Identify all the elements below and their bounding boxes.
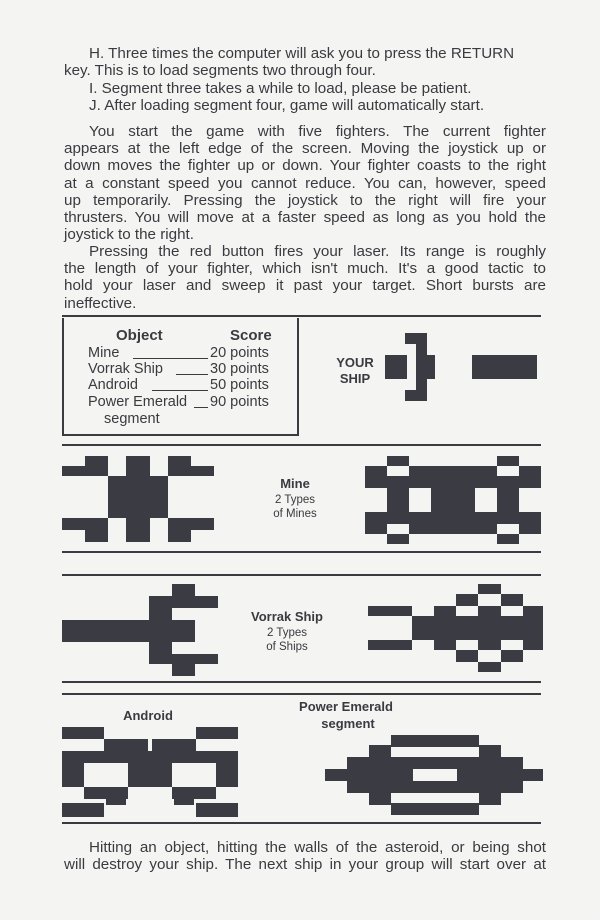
rule-vorrak-top [62, 574, 541, 576]
paragraph-laser: Pressing the red button fires your laser. Its range is roughly the length of your fighter, which isn't much. It's a good tactic to hold your laser and sweep it past your target. Short bursts are ineffective. [64, 243, 546, 312]
step-j: J. After loading segment four, game will automatically start. [89, 97, 485, 114]
rule-top [62, 315, 541, 317]
mine-label: Mine [280, 476, 310, 491]
mine-sprite-1 [62, 456, 214, 544]
row-emerald-object: Power Emerald [88, 394, 188, 410]
paragraph-destroy: Hitting an object, hitting the walls of the asteroid, or being shot will destroy your ship. The next ship in your group will start over at [64, 839, 546, 874]
emerald-label: Power Emerald segment [299, 699, 393, 731]
row-android-object: Android [88, 377, 138, 393]
row-mine-score: 20 points [210, 345, 269, 361]
rule-android-bottom [62, 822, 541, 824]
row-vorrak-score: 30 points [210, 361, 269, 377]
mine-sprite-2 [365, 456, 541, 544]
paragraph-fighters: You start the game with five fighters. The current fighter appears at the left edge of the screen. Moving the joystick up or down moves the fighter up or down. Your fighter coasts to the right at a constant speed you cannot reduce. You can, however, speed up temporarily. Pressing the joystick to the right will fire your thrusters. You will move at a faster speed as long as you hold the joystick to the right. [64, 123, 546, 244]
mine-sublabel: 2 Types of Mines [273, 494, 317, 520]
step-h-line1: H. Three times the computer will ask you to press the RETURN [89, 45, 515, 62]
rule-android-top [62, 693, 541, 695]
row-emerald-score: 90 points [210, 394, 269, 410]
android-label: Android [123, 708, 173, 723]
leader-line [176, 374, 208, 375]
leader-line [152, 390, 208, 391]
vorrak-sprite-2 [368, 584, 543, 672]
vorrak-sublabel: 2 Types of Ships [266, 627, 308, 653]
leader-line [133, 358, 208, 359]
header-object: Object [116, 327, 163, 344]
android-sprite [62, 727, 242, 817]
rule-vorrak-bottom [62, 681, 541, 683]
row-emerald-object-line2: segment [104, 411, 160, 427]
score-table [62, 318, 299, 436]
step-h [64, 45, 546, 79]
step-h-line2: key. This is to load segments two through four. [64, 62, 376, 80]
your-ship-label: YOUR SHIP [336, 355, 374, 386]
row-android-score: 50 points [210, 377, 269, 393]
row-vorrak-object: Vorrak Ship [88, 361, 163, 377]
emerald-sprite [325, 735, 543, 815]
header-score: Score [230, 327, 272, 344]
vorrak-label: Vorrak Ship [250, 609, 323, 624]
rule-mine-top [62, 444, 541, 446]
row-mine-object: Mine [88, 345, 120, 361]
rule-mine-bottom [62, 551, 541, 553]
vorrak-sprite-1 [62, 584, 218, 676]
your-ship-sprite [385, 333, 540, 401]
leader-line [194, 407, 208, 408]
step-i: I. Segment three takes a while to load, please be patient. [89, 80, 472, 97]
